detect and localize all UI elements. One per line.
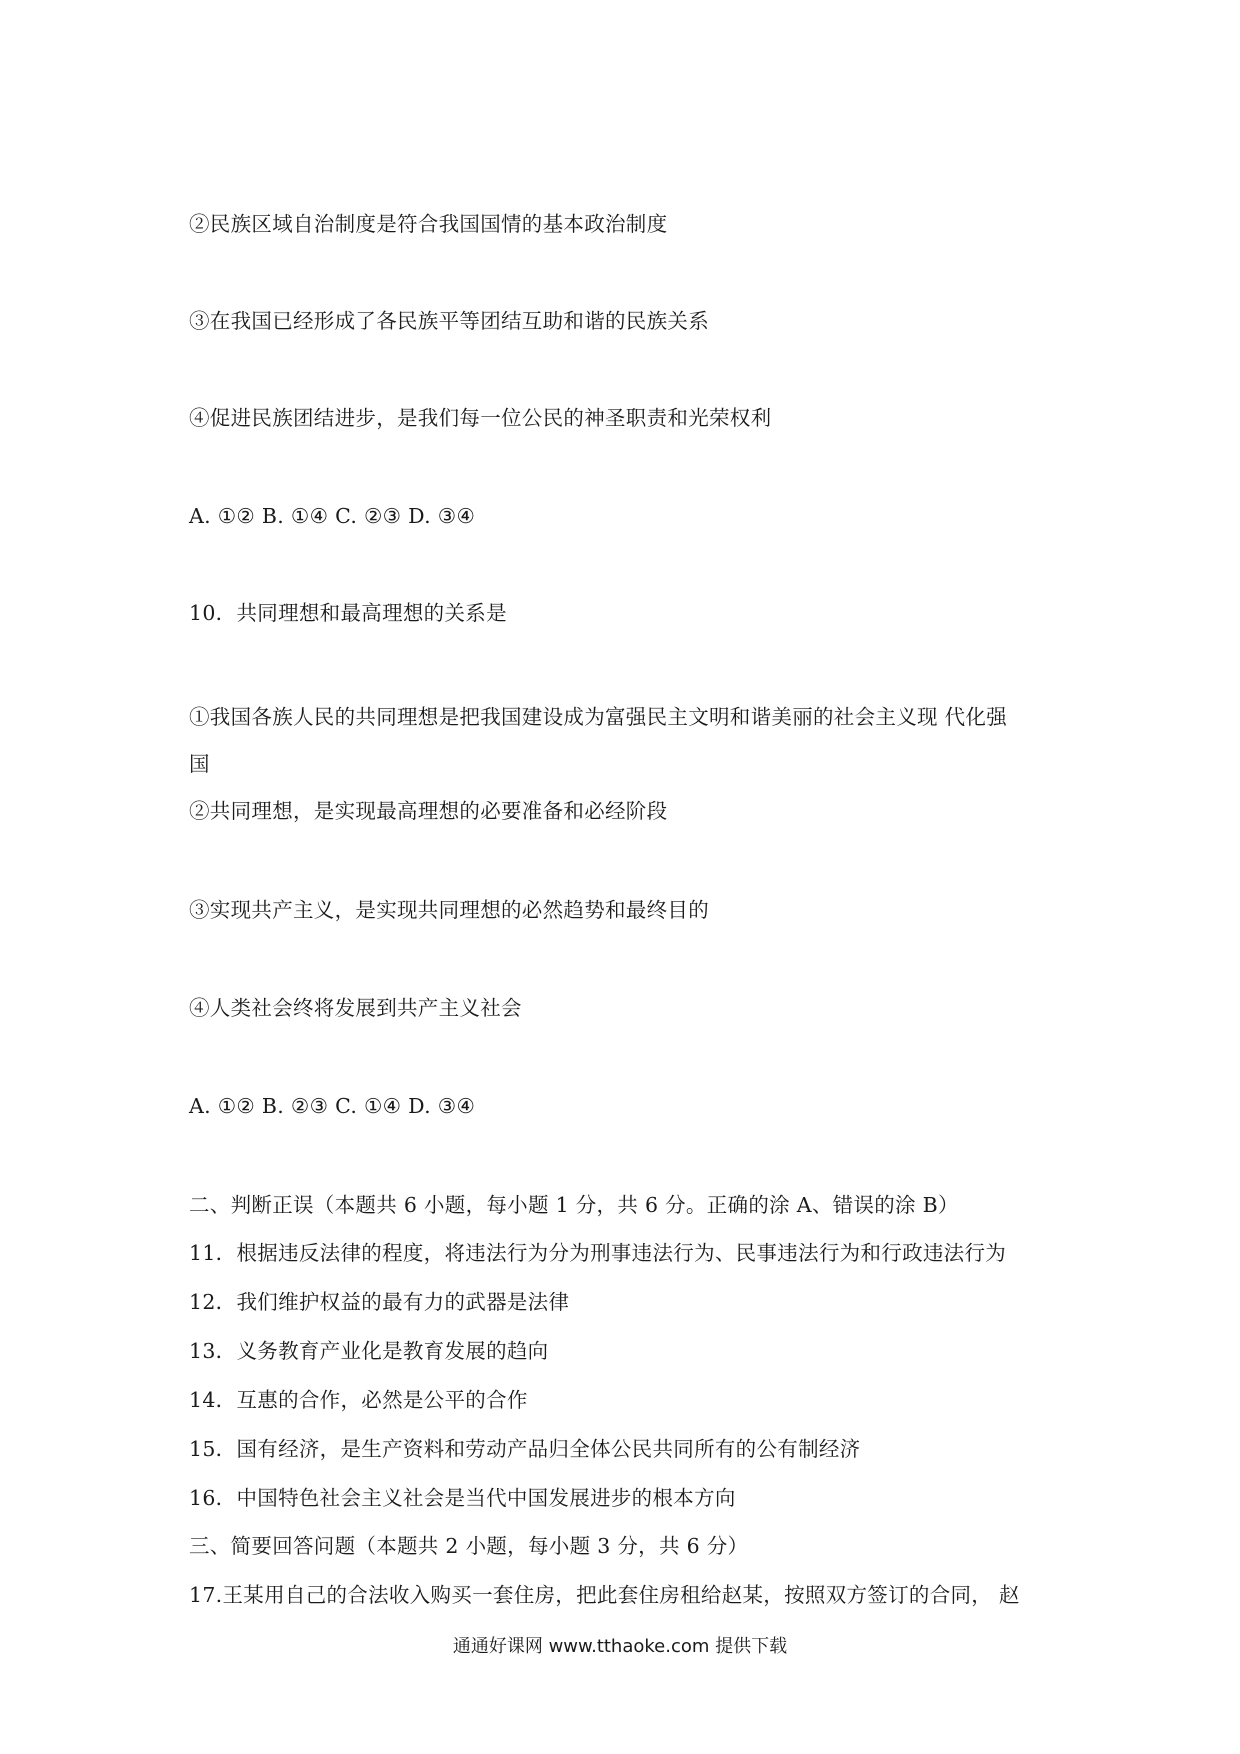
q10-item-4: ④人类社会终将发展到共产主义社会	[189, 996, 522, 1020]
judgment-item-14: 14．互惠的合作，必然是公平的合作	[189, 1388, 528, 1412]
q9-item-4: ④促进民族团结进步，是我们每一位公民的神圣职责和光荣权利	[189, 406, 772, 430]
judgment-item-12: 12．我们维护权益的最有力的武器是法律	[189, 1290, 570, 1314]
q10-item-2: ②共同理想，是实现最高理想的必要准备和必经阶段	[189, 799, 668, 823]
q10-item-1-line-2: 国	[189, 752, 210, 776]
judgment-item-13: 13．义务教育产业化是教育发展的趋向	[189, 1339, 549, 1363]
judgment-item-11: 11．根据违反法律的程度，将违法行为分为刑事违法行为、民事违法行为和行政违法行为	[189, 1241, 1007, 1265]
q17-line-1: 17.王某用自己的合法收入购买一套住房，把此套住房租给赵某，按照双方签订的合同， 赵	[189, 1583, 1020, 1607]
q10-item-1-line-1: ①我国各族人民的共同理想是把我国建设成为富强民主文明和谐美丽的社会主义现 代化强	[189, 705, 1008, 729]
q10-item-3: ③实现共产主义，是实现共同理想的必然趋势和最终目的	[189, 898, 709, 922]
judgment-item-16: 16．中国特色社会主义社会是当代中国发展进步的根本方向	[189, 1486, 736, 1510]
q10-options: A. ①② B. ②③ C. ①④ D. ③④	[189, 1094, 476, 1118]
judgment-item-15: 15．国有经济，是生产资料和劳动产品归全体公民共同所有的公有制经济	[189, 1437, 861, 1461]
footer-credit: 通通好课网 www.tthaoke.com 提供下载	[452, 1636, 788, 1657]
q10-stem: 10．共同理想和最高理想的关系是	[189, 601, 507, 625]
q9-options: A. ①② B. ①④ C. ②③ D. ③④	[189, 504, 476, 528]
section-2-heading: 二、判断正误（本题共 6 小题，每小题 1 分，共 6 分。正确的涂 A、错误的涂 B）	[189, 1193, 959, 1217]
q9-item-3: ③在我国已经形成了各民族平等团结互助和谐的民族关系	[189, 309, 709, 333]
section-3-heading: 三、简要回答问题（本题共 2 小题，每小题 3 分，共 6 分）	[189, 1534, 749, 1558]
q9-item-2: ②民族区域自治制度是符合我国国情的基本政治制度	[189, 212, 668, 236]
